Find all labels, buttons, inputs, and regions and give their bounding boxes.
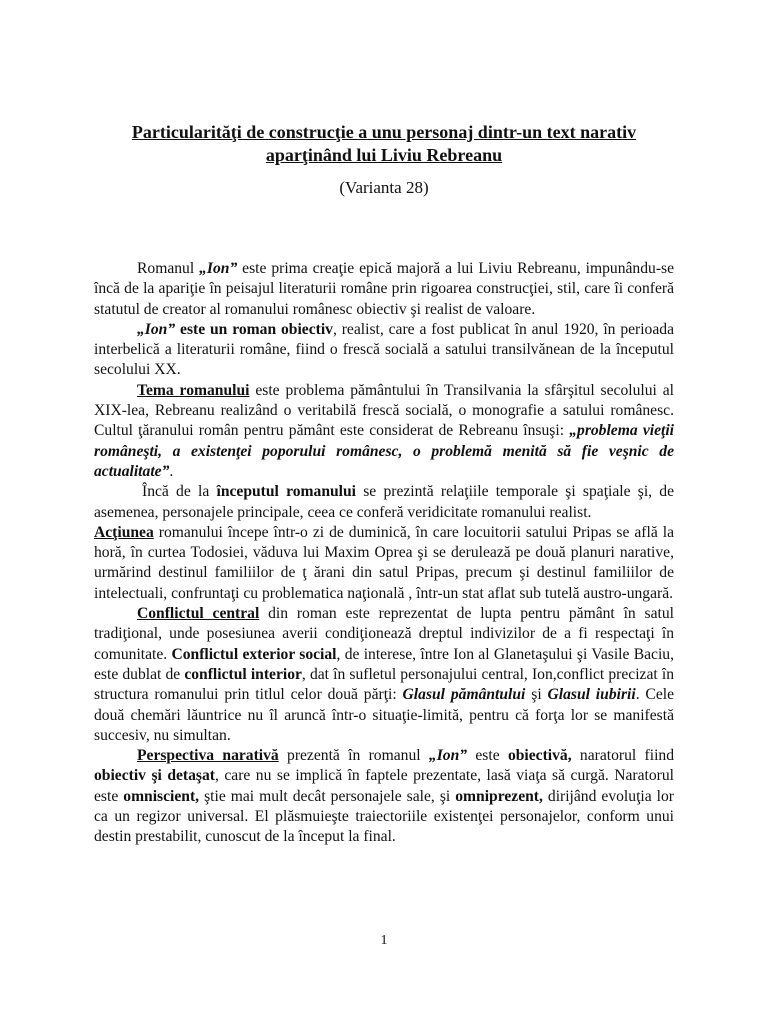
text-run: conflictul interior: [184, 665, 302, 683]
paragraph-action: [94, 523, 674, 604]
paragraph-objective-novel: [94, 320, 674, 381]
text-run: Romanul: [137, 260, 200, 277]
text-run: este un roman obiectiv: [175, 320, 333, 338]
text-run: Conflictul exterior social: [171, 645, 337, 663]
text-run: „problema vieţii româneşti, a existenţei poporului românesc, o problemă menită să fie veşnic de actualitate”: [94, 422, 674, 480]
title-line-2: aparţinând lui Liviu Rebreanu: [265, 145, 503, 165]
text-run: „Ion”: [137, 320, 176, 338]
text-run: Glasul pământului: [402, 686, 526, 704]
text-run: Tema romanului: [137, 381, 250, 399]
paragraph-intro: [94, 259, 674, 320]
text-run: , care nu se implică în faptele prezentate, lasă viaţa să curgă. Naratorul este: [94, 767, 674, 805]
page-number: 1: [380, 933, 388, 948]
text-run: dirijând evoluţia lor ca un regizor universal. El plăsmuieşte traiectoriile existenţei personajelor, conform unui destin prestabilit, cunoscut de la început la final.: [94, 787, 674, 846]
text-run: începutul romanului: [216, 483, 357, 501]
text-run: şi: [525, 686, 548, 704]
variant-label: (Varianta 28): [339, 178, 429, 197]
paragraph-perspective: [94, 746, 674, 847]
text-run: Perspectiva narativă: [137, 747, 279, 765]
text-run: Acţiunea: [94, 523, 154, 541]
text-run: obiectivă,: [507, 747, 572, 765]
text-run: „Ion”: [199, 260, 238, 277]
title-line-1: Particularităţi de construcţie a unu personaj dintr-un text narativ: [131, 122, 637, 142]
document-title: [90, 121, 678, 167]
text-run: omniscient,: [123, 787, 200, 805]
text-run: ştie mai mult decât personajele sale, şi: [199, 787, 456, 805]
text-run: Încă de la: [142, 483, 217, 501]
text-run: Glasul iubirii: [547, 686, 636, 704]
text-run: din roman este reprezentat de lupta pentru pământ în satul tradiţional, unde posesiunea averii condiţionează dreptul indivizilor de a fi respectaţi în comunitate.: [94, 605, 674, 663]
text-run: . Cele două chemări lăuntrice nu îl aruncă într-o situaţie-limită, pentru că forţa lor se manifestă succesiv, nu simultan.: [94, 686, 675, 744]
text-run: este prima creaţie epică majoră a lui Liviu Rebreanu, impunându-se încă de la apariţie în peisajul literaturii române prin rigoarea construcţiei, stil, care îi conferă statutul de creator al romanului românesc obiectiv şi realist de valoare.: [94, 260, 674, 318]
document-body: [94, 259, 674, 848]
text-run: romanului începe într-o zi de duminică, în care locuitorii satului Pripas se află la horă, în curtea Todosiei, văduva lui Maxim Oprea şi se derulează pe două planuri narative, urmărind destinul familiilor de ţ ărani din satul Pripas, precum şi destinul familiilor de intelectuali, confruntaţi cu problematica naţională , într-un stat aflat sub tutelă austro-ungară.: [94, 523, 674, 602]
text-run: este problema pământului în Transilvania la sfârşitul secolului al XIX-lea, Rebreanu realizând o veritabilă frescă socială, o monografie a satului românesc. Cultul ţăranului român pentru pământ este considerat de Rebreanu însuşi:: [94, 381, 674, 440]
text-run: , de interese, între Ion al Glanetaşului şi Vasile Baciu, este dublat de: [94, 645, 674, 683]
text-run: naratorul fiind: [571, 747, 674, 765]
text-run: , realist, care a fost publicat în anul 1920, în perioada interbelică a literaturii române, fiind o frescă socială a satului transilvănean de la începutul secolului XX.: [94, 320, 674, 379]
text-run: omniprezent,: [455, 787, 543, 805]
text-run: , dat în sufletul personajului central, Ion,conflict precizat în structura romanului prin titlul celor două părţi:: [94, 665, 674, 704]
paragraph-conflict: [94, 604, 674, 746]
text-run: obiectiv şi detaşat: [94, 767, 215, 785]
text-run: prezentă în romanul: [278, 747, 429, 765]
text-run: Conflictul central: [137, 605, 260, 623]
paragraph-beginning: [94, 482, 674, 523]
text-run: se prezintă relaţiile temporale şi spaţiale şi, de asemenea, personajele principale, ceea ce conferă veridicitate romanului realist.: [94, 483, 675, 521]
text-run: .: [169, 462, 174, 480]
text-run: este: [467, 747, 508, 765]
paragraph-theme: [94, 381, 674, 482]
text-run: „Ion”: [428, 747, 468, 765]
